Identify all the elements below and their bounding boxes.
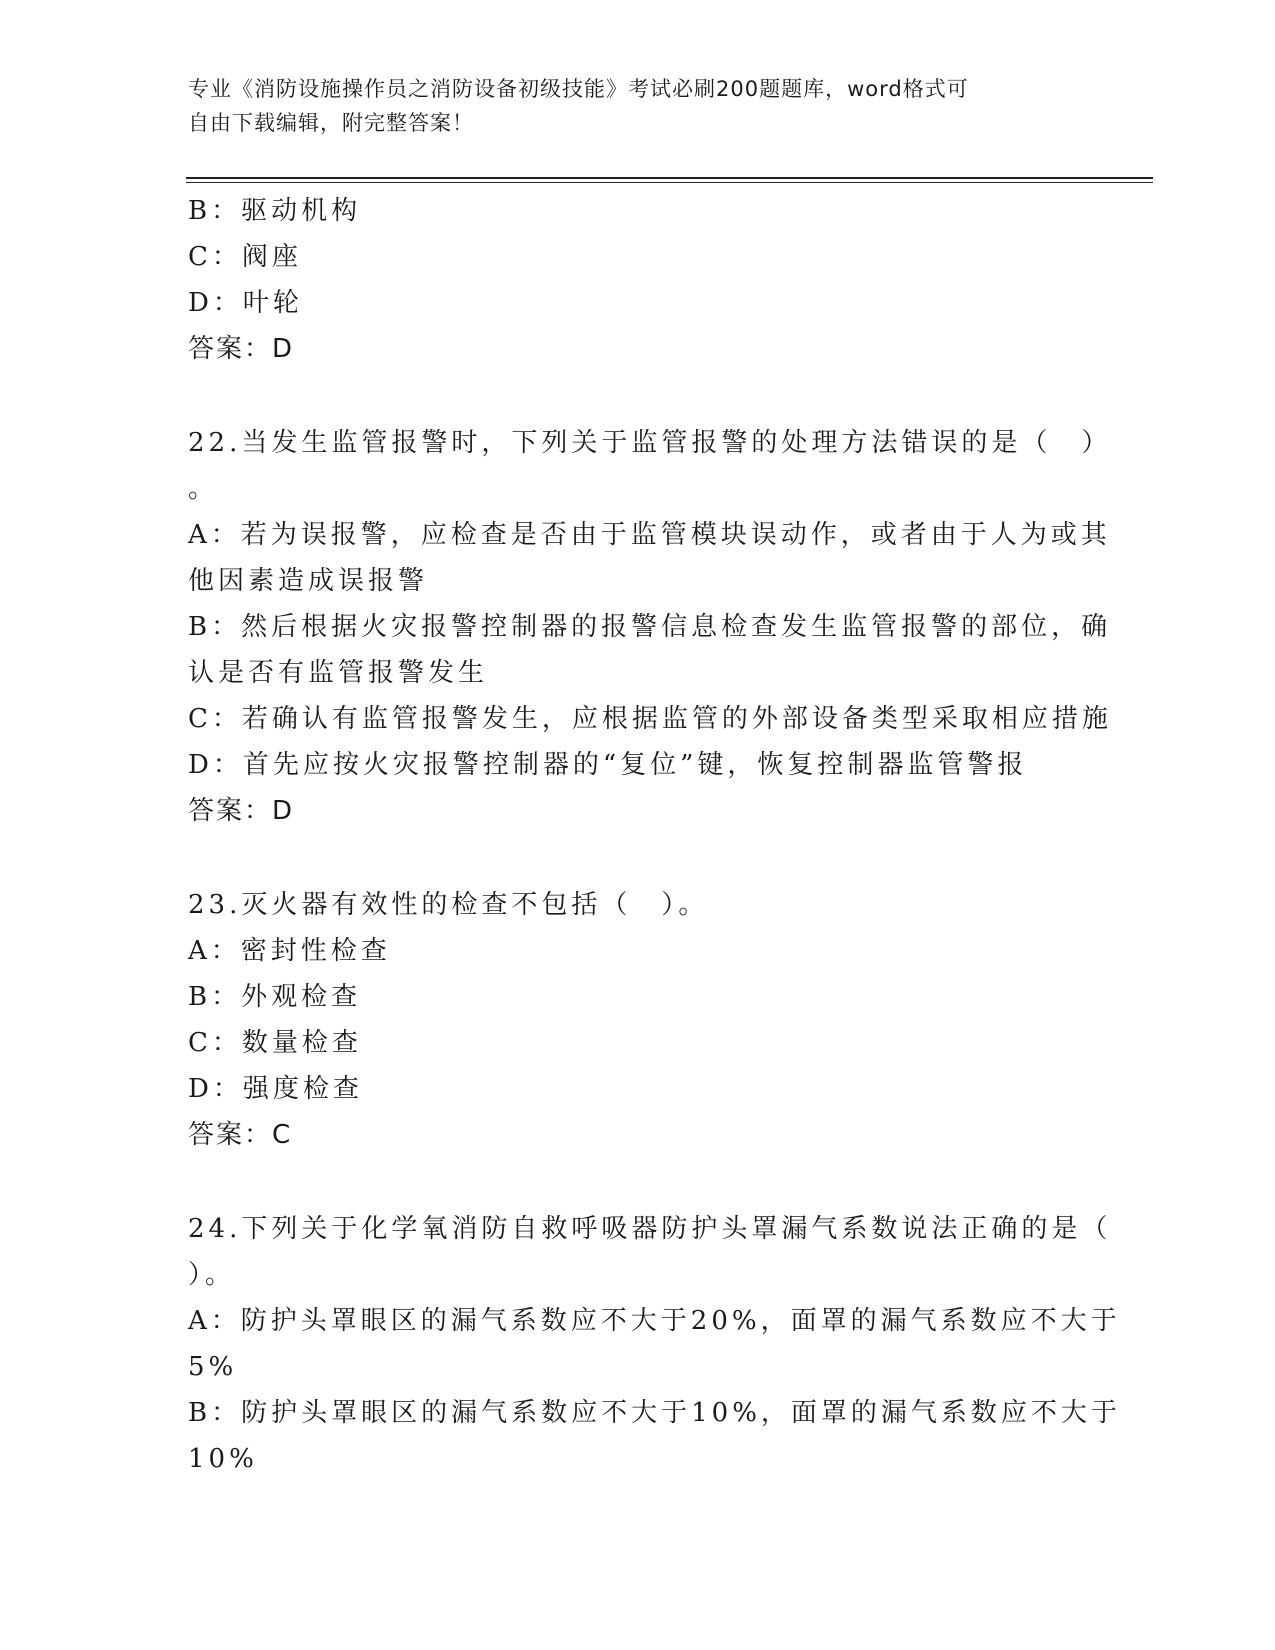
q23-option-d: D：强度检查 [188, 1074, 363, 1104]
q21-answer: 答案：D [188, 334, 295, 364]
q24-stem-line-1: 24.下列关于化学氧消防自救呼吸器防护头罩漏气系数说法正确的是（ [188, 1214, 1112, 1244]
q22-option-d: D：首先应按火灾报警控制器的“复位”键，恢复控制器监管警报 [188, 750, 1028, 780]
q24-option-b-line-2: 10% [188, 1444, 258, 1474]
q22-stem-line-1: 22.当发生监管报警时，下列关于监管报警的处理方法错误的是（ ） [188, 428, 1112, 458]
q21-option-d: D：叶轮 [188, 288, 303, 318]
question-24 [188, 1206, 1121, 1482]
q24-option-a-line-1: A：防护头罩眼区的漏气系数应不大于20%，面罩的漏气系数应不大于 [188, 1306, 1121, 1336]
q21-option-b: B：驱动机构 [188, 196, 362, 226]
q24-stem-line-2: ）。 [188, 1260, 236, 1290]
q23-stem: 23.灭火器有效性的检查不包括（ ）。 [188, 890, 709, 920]
header-divider-thin [186, 182, 1153, 183]
q23-option-c: C：数量检查 [188, 1028, 362, 1058]
question-21-tail [188, 188, 1088, 372]
q21-option-c: C：阀座 [188, 242, 302, 272]
q23-option-a: A：密封性检查 [188, 936, 391, 966]
spacer [188, 834, 1088, 882]
question-22 [188, 420, 1112, 834]
q23-answer: 答案：C [188, 1120, 293, 1150]
header-line-2: 自由下载编辑，附完整答案！ [188, 111, 474, 135]
spacer [188, 372, 1088, 420]
q24-option-b-line-1: B：防护头罩眼区的漏气系数应不大于10%，面罩的漏气系数应不大于 [188, 1398, 1121, 1428]
q22-option-c: C：若确认有监管报警发生，应根据监管的外部设备类型采取相应措施 [188, 704, 1112, 734]
q22-option-b-line-2: 认是否有监管报警发生 [188, 658, 489, 688]
q22-option-a-line-1: A：若为误报警，应检查是否由于监管模块误动作，或者由于人为或其 [188, 520, 1111, 550]
header-line-1: 专业《消防设施操作员之消防设备初级技能》考试必刷200题题库，word格式可 [188, 77, 969, 101]
q22-answer: 答案：D [188, 796, 295, 826]
header-divider-thick [186, 177, 1153, 179]
q24-option-a-line-2: 5% [188, 1352, 238, 1382]
document-body [188, 188, 1121, 1482]
q22-stem-line-2: 。 [188, 474, 219, 504]
q22-option-b-line-1: B：然后根据火灾报警控制器的报警信息检查发生监管报警的部位，确 [188, 612, 1112, 642]
question-23 [188, 882, 1088, 1158]
page-header [188, 72, 1068, 140]
spacer [188, 1158, 1088, 1206]
q22-option-a-line-2: 他因素造成误报警 [188, 566, 429, 596]
q23-option-b: B：外观检查 [188, 982, 362, 1012]
